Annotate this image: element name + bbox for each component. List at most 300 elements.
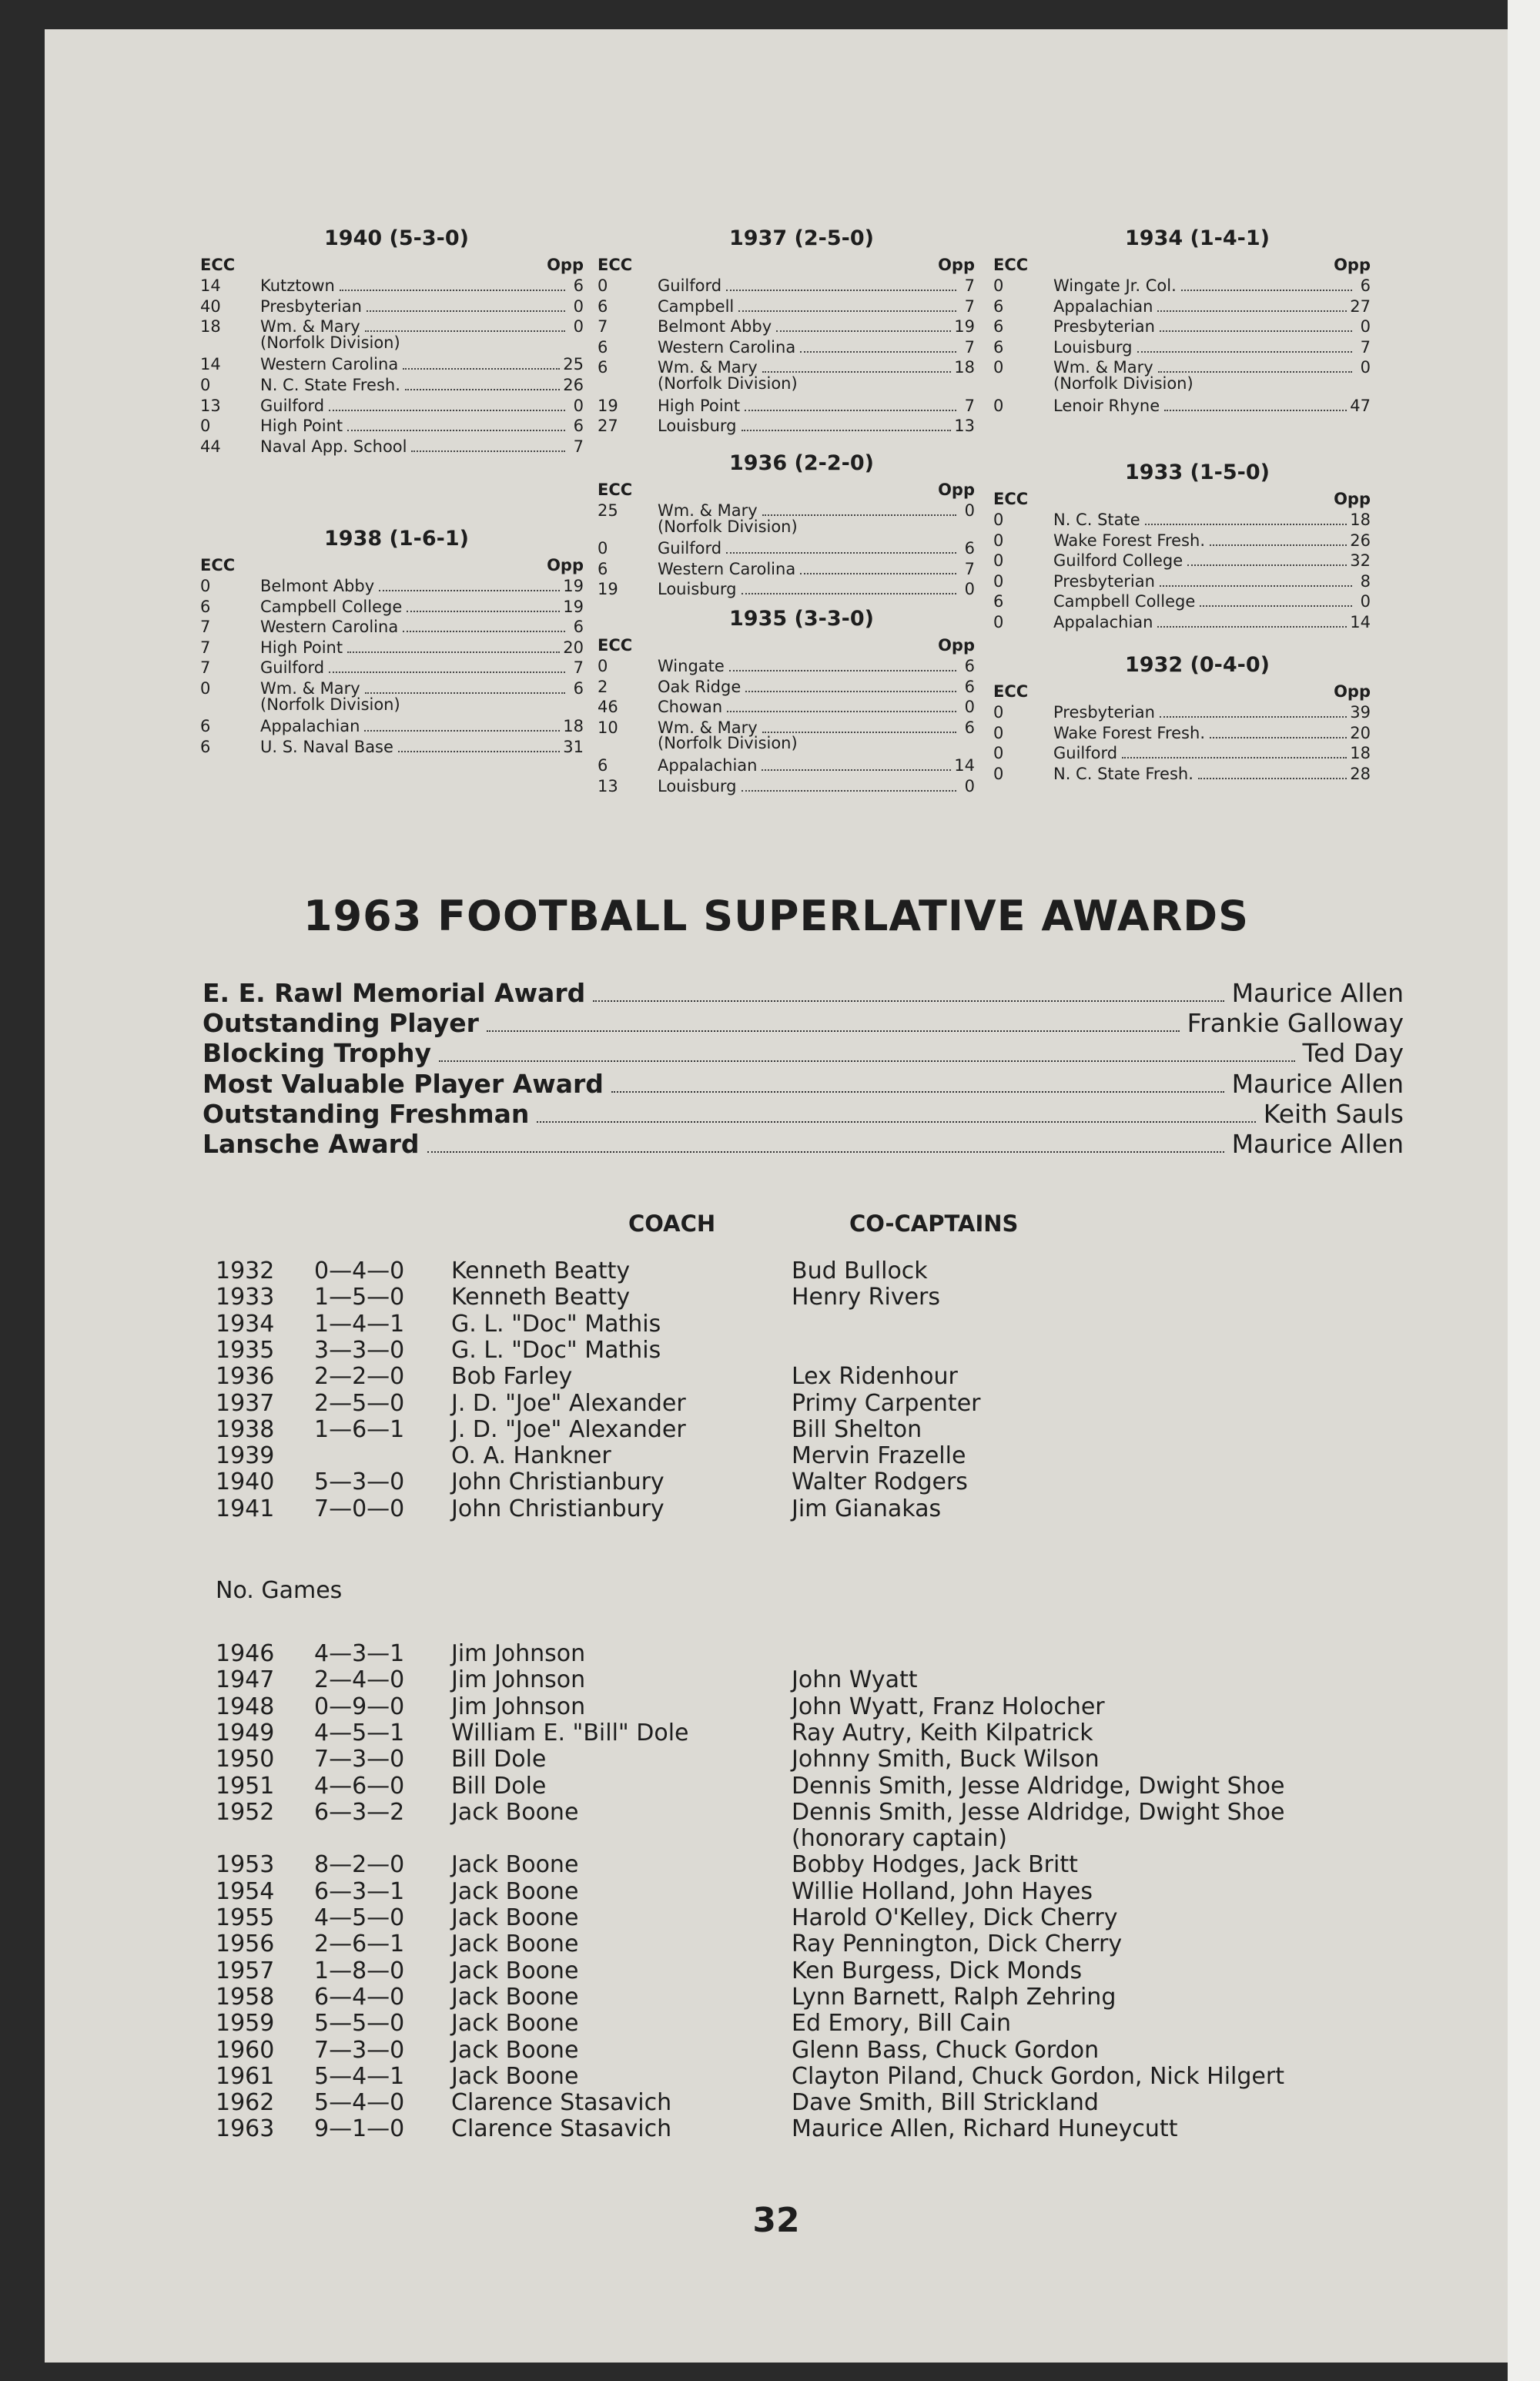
game-row — [200, 737, 593, 757]
opponent-name: Louisburg — [658, 776, 737, 795]
dot-leader — [800, 351, 956, 353]
award-winner: Ted Day — [1302, 1038, 1404, 1069]
co-captains: Johnny Smith, Buck Wilson — [792, 1746, 1100, 1773]
schedule-title: 1933 (1-5-0) — [1125, 460, 1270, 484]
coach-name: John Christianbury — [451, 1468, 665, 1496]
game-row — [993, 743, 1401, 763]
ecc-column-label: ECC — [200, 556, 236, 574]
game-row — [598, 396, 1006, 416]
award-row — [203, 978, 1404, 1009]
coach-name: Bill Dole — [451, 1772, 547, 1800]
opponent-name: Guilford — [658, 539, 722, 558]
season-record: 5—5—0 — [314, 2010, 405, 2038]
game-row — [200, 576, 593, 596]
ecc-column-label: ECC — [598, 256, 633, 274]
dot-leader — [1160, 585, 1352, 587]
season-year: 1935 — [216, 1336, 275, 1364]
season-year: 1958 — [216, 1983, 275, 2011]
co-captains: Clayton Piland, Chuck Gordon, Nick Hilgert — [792, 2062, 1284, 2090]
opp-score: 6 — [573, 417, 584, 436]
game-row — [993, 591, 1401, 611]
schedule-title: 1937 (2-5-0) — [729, 226, 874, 250]
season-year: 1951 — [216, 1772, 275, 1800]
co-captains: Primy Carpenter — [792, 1389, 981, 1417]
opponent-name: Belmont Abby — [658, 317, 772, 337]
opponent-name: Wm. & Mary — [658, 718, 758, 737]
season-record: 3—3—0 — [314, 1336, 405, 1364]
game-row — [598, 316, 1006, 337]
ecc-score: 14 — [200, 355, 221, 374]
opponent-name: N. C. State — [1053, 511, 1140, 529]
ecc-column-label: ECC — [200, 256, 236, 274]
schedule-1935 — [598, 607, 1006, 838]
dot-leader — [727, 711, 956, 712]
opp-column-label: Opp — [1334, 682, 1371, 701]
opponent-name: Presbyterian — [1053, 703, 1155, 722]
dot-leader — [403, 368, 560, 370]
ecc-score: 13 — [598, 776, 618, 795]
ecc-score: 0 — [200, 679, 211, 698]
opponent-division: (Norfolk Division) — [260, 333, 400, 352]
ecc-score: 46 — [598, 698, 618, 717]
opp-score: 18 — [1350, 744, 1371, 763]
opponent-name: N. C. State Fresh. — [1053, 764, 1194, 783]
dot-leader — [329, 671, 565, 673]
season-year: 1933 — [216, 1284, 275, 1311]
season-year: 1955 — [216, 1904, 275, 1931]
opponent-name: Guilford — [658, 276, 722, 295]
co-captains: Bud Bullock — [792, 1257, 928, 1284]
game-row — [993, 531, 1401, 551]
opp-score: 6 — [964, 718, 975, 737]
opponent-name: Wake Forest Fresh. — [1053, 531, 1205, 550]
award-name: Outstanding Player — [203, 1008, 479, 1039]
opp-score: 18 — [954, 358, 975, 377]
award-winner: Maurice Allen — [1231, 1068, 1404, 1099]
coach-name: Bill Dole — [451, 1746, 547, 1773]
ecc-score: 0 — [993, 613, 1004, 631]
dot-leader — [1210, 544, 1347, 546]
opp-column-label: Opp — [547, 256, 584, 274]
opp-score: 19 — [954, 317, 975, 337]
schedule-1937 — [598, 226, 1006, 473]
game-row — [993, 276, 1401, 296]
history-row — [45, 1958, 1508, 1984]
opponent-name: U. S. Naval Base — [260, 737, 393, 756]
season-year: 1961 — [216, 2062, 275, 2090]
ecc-score: 10 — [598, 718, 618, 737]
season-year: 1962 — [216, 2089, 275, 2117]
ecc-score: 0 — [993, 744, 1004, 763]
co-captains: Mervin Frazelle — [792, 1442, 966, 1470]
opponent-name: Oak Ridge — [658, 677, 742, 696]
game-row — [993, 612, 1401, 632]
opp-score: 7 — [1360, 337, 1371, 357]
dot-leader — [1157, 310, 1347, 312]
opp-score: 7 — [573, 658, 584, 678]
opponent-name: Wm. & Mary — [260, 679, 360, 698]
season-year: 1957 — [216, 1957, 275, 1984]
opp-column-label: Opp — [1334, 490, 1371, 508]
co-captains: Dennis Smith, Jesse Aldridge, Dwight Shoe — [792, 1772, 1285, 1800]
award-name: Lansche Award — [203, 1129, 420, 1159]
season-year: 1947 — [216, 1666, 275, 1694]
history-row — [45, 1773, 1508, 1800]
coach-name: Jack Boone — [451, 1904, 579, 1931]
opp-score: 0 — [573, 396, 584, 415]
coach-name: Jim Johnson — [451, 1693, 586, 1720]
season-year: 1936 — [216, 1363, 275, 1391]
dot-leader — [1200, 605, 1352, 607]
dot-leader — [1145, 524, 1348, 525]
schedule-title: 1934 (1-4-1) — [1125, 226, 1270, 250]
opponent-name: Western Carolina — [260, 618, 399, 637]
opp-score: 0 — [964, 776, 975, 795]
game-row — [598, 559, 1006, 579]
dot-leader — [1210, 737, 1347, 738]
dot-leader — [593, 1000, 1224, 1002]
coach-name: Jack Boone — [451, 1877, 579, 1905]
coach-name: Jim Johnson — [451, 1640, 586, 1667]
history-row — [45, 1694, 1508, 1720]
coach-name: John Christianbury — [451, 1495, 665, 1522]
game-row — [200, 658, 593, 678]
game-row — [993, 702, 1401, 722]
game-row — [993, 396, 1401, 416]
opponent-division: (Norfolk Division) — [260, 695, 400, 714]
opp-score: 25 — [563, 355, 584, 374]
ecc-score: 6 — [993, 337, 1004, 357]
opp-score: 0 — [573, 296, 584, 316]
dot-leader — [729, 670, 956, 671]
schedule-title: 1936 (2-2-0) — [729, 451, 874, 475]
dot-leader — [776, 330, 951, 332]
season-record: 7—0—0 — [314, 1495, 405, 1522]
schedule-1940 — [200, 226, 593, 550]
co-captains: Bill Shelton — [792, 1415, 922, 1443]
coach-name: Jack Boone — [451, 1983, 579, 2011]
awards-title: 1963 FOOTBALL SUPERLATIVE AWARDS — [303, 892, 1249, 940]
co-captains: Lex Ridenhour — [792, 1363, 958, 1391]
schedule-title: 1932 (0-4-0) — [1125, 653, 1270, 677]
game-row — [598, 656, 1006, 676]
opponent-name: Chowan — [658, 698, 723, 717]
dot-leader — [537, 1121, 1255, 1123]
schedule-title: 1938 (1-6-1) — [324, 527, 469, 551]
co-captains: Ray Autry, Keith Kilpatrick — [792, 1719, 1093, 1746]
dot-leader — [1187, 564, 1347, 566]
opp-score: 0 — [964, 698, 975, 717]
season-year: 1948 — [216, 1693, 275, 1720]
dot-leader — [1198, 778, 1347, 779]
game-row — [200, 396, 593, 416]
schedule-1938 — [200, 527, 593, 835]
opponent-name: Belmont Abby — [260, 577, 375, 595]
coach-name: G. L. "Doc" Mathis — [451, 1336, 661, 1364]
opponent-name: Appalachian — [658, 756, 758, 775]
ecc-score: 6 — [598, 358, 608, 377]
dot-leader — [738, 310, 956, 312]
opp-score: 18 — [563, 717, 584, 736]
dot-leader — [329, 410, 565, 411]
opp-score: 7 — [964, 337, 975, 357]
game-row — [200, 375, 593, 395]
coach-name: Jack Boone — [451, 1957, 579, 1984]
season-record: 8—2—0 — [314, 1851, 405, 1879]
dot-leader — [1122, 757, 1347, 759]
opponent-name: Wm. & Mary — [658, 501, 758, 520]
opponent-name: Guilford — [1053, 744, 1118, 763]
dot-leader — [405, 389, 560, 390]
co-captains: Glenn Bass, Chuck Gordon — [792, 2036, 1100, 2064]
dot-leader — [411, 450, 565, 452]
dot-leader — [1160, 716, 1347, 718]
schedule-title: 1940 (5-3-0) — [324, 226, 469, 250]
ecc-score: 0 — [993, 531, 1004, 550]
ecc-column-label: ECC — [993, 256, 1029, 274]
opponent-name: Wingate — [658, 657, 725, 675]
opp-score: 0 — [964, 580, 975, 599]
ecc-score: 0 — [993, 571, 1004, 591]
ecc-score: 0 — [993, 764, 1004, 783]
co-captains: Henry Rivers — [792, 1284, 941, 1311]
history-row — [45, 1311, 1508, 1338]
season-year: 1941 — [216, 1495, 275, 1522]
opponent-name: Campbell — [658, 296, 735, 316]
opp-score: 26 — [1350, 531, 1371, 550]
award-winner: Maurice Allen — [1231, 978, 1404, 1008]
dot-leader — [745, 410, 956, 411]
history-row — [45, 2116, 1508, 2142]
game-row — [200, 296, 593, 316]
dot-leader — [407, 611, 560, 612]
schedule-column-left — [45, 29, 1508, 876]
coach-name: O. A. Hankner — [451, 1442, 611, 1470]
opponent-name: Guilford — [260, 658, 325, 678]
season-record: 1—8—0 — [314, 1957, 405, 1984]
game-row — [993, 723, 1401, 743]
game-row — [993, 551, 1401, 571]
game-row — [200, 354, 593, 374]
game-row — [598, 538, 1006, 558]
history-row — [45, 1800, 1508, 1826]
ecc-score: 6 — [200, 597, 211, 616]
history-row — [45, 1364, 1508, 1390]
dot-leader — [347, 651, 560, 653]
game-row — [993, 571, 1401, 591]
ecc-score: 0 — [993, 511, 1004, 529]
opponent-division: (Norfolk Division) — [658, 734, 798, 753]
opp-score: 32 — [1350, 551, 1371, 571]
co-captains: Ray Pennington, Dick Cherry — [792, 1931, 1123, 1958]
opp-score: 0 — [1360, 317, 1371, 337]
opp-column-label: Opp — [938, 636, 975, 655]
opp-score: 20 — [563, 638, 584, 657]
dot-leader — [726, 290, 956, 291]
co-captains: Dennis Smith, Jesse Aldridge, Dwight Shoe — [792, 1798, 1285, 1826]
coach-name: G. L. "Doc" Mathis — [451, 1310, 661, 1338]
ecc-score: 0 — [993, 723, 1004, 742]
game-row — [598, 276, 1006, 296]
season-record: 5—3—0 — [314, 1468, 405, 1496]
opponent-name: High Point — [260, 417, 343, 436]
ecc-score: 2 — [598, 677, 608, 696]
opponent-division: (Norfolk Division) — [658, 517, 798, 536]
dot-leader — [762, 769, 951, 771]
ecc-score: 13 — [200, 396, 221, 415]
coach-name: Jack Boone — [451, 2010, 579, 2038]
ecc-score: 0 — [200, 577, 211, 595]
season-year: 1939 — [216, 1442, 275, 1470]
opp-score: 7 — [964, 396, 975, 415]
opp-score: 6 — [573, 618, 584, 637]
opp-score: 6 — [964, 657, 975, 675]
history-row — [45, 1284, 1508, 1311]
dot-leader — [427, 1151, 1224, 1153]
ecc-score: 7 — [200, 638, 211, 657]
history-row — [45, 2038, 1508, 2064]
ecc-score: 0 — [200, 417, 211, 436]
ecc-column-label: ECC — [598, 636, 633, 655]
co-captains-note: (honorary captain) — [792, 1825, 1007, 1853]
award-row — [203, 1129, 1404, 1160]
opponent-name: Presbyterian — [260, 296, 362, 316]
schedule-1936 — [598, 451, 1006, 628]
season-record: 0—4—0 — [314, 1257, 405, 1284]
opp-score: 6 — [1360, 276, 1371, 295]
season-year: 1960 — [216, 2036, 275, 2064]
opp-column-label: Opp — [938, 481, 975, 499]
opp-score: 27 — [1350, 296, 1371, 316]
opponent-name: Campbell College — [260, 597, 403, 616]
history-row — [45, 1641, 1508, 1667]
season-year: 1946 — [216, 1640, 275, 1667]
dot-leader — [1164, 410, 1347, 411]
season-year: 1953 — [216, 1851, 275, 1879]
opponent-name: Louisburg — [1053, 337, 1133, 357]
ecc-score: 0 — [598, 539, 608, 558]
coach-name: Clarence Stasavich — [451, 2089, 672, 2117]
opponent-name: Western Carolina — [658, 337, 796, 357]
season-year: 1937 — [216, 1389, 275, 1417]
coach-name: Jack Boone — [451, 2062, 579, 2090]
co-captains: Harold O'Kelley, Dick Cherry — [792, 1904, 1118, 1931]
award-winner: Maurice Allen — [1231, 1129, 1404, 1159]
game-row — [598, 755, 1006, 775]
ecc-score: 19 — [598, 396, 618, 415]
season-year: 1959 — [216, 2010, 275, 2038]
coach-name: Bob Farley — [451, 1363, 573, 1391]
dot-leader — [726, 552, 956, 554]
opponent-name: Wingate Jr. Col. — [1053, 276, 1177, 295]
ecc-score: 0 — [598, 276, 608, 295]
coach-name: Jack Boone — [451, 2036, 579, 2064]
co-captains: Willie Holland, John Hayes — [792, 1877, 1093, 1905]
opponent-name: Louisburg — [658, 417, 737, 436]
dot-leader — [1137, 351, 1353, 353]
season-record: 4—3—1 — [314, 1640, 405, 1667]
history-row — [45, 1338, 1508, 1364]
coach-name: J. D. "Joe" Alexander — [451, 1415, 686, 1443]
ecc-score: 0 — [993, 276, 1004, 295]
coach-name: Jack Boone — [451, 1798, 579, 1826]
ecc-score: 25 — [598, 501, 618, 520]
coach-name: Jim Johnson — [451, 1666, 586, 1694]
coach-header: COACH — [628, 1211, 716, 1237]
award-name: Most Valuable Player Award — [203, 1068, 604, 1099]
season-year: 1952 — [216, 1798, 275, 1826]
opp-score: 7 — [573, 437, 584, 456]
season-year: 1956 — [216, 1931, 275, 1958]
dot-leader — [398, 751, 560, 752]
season-record: 6—3—1 — [314, 1877, 405, 1905]
award-row — [203, 1038, 1404, 1069]
dot-leader — [367, 310, 565, 312]
opp-score: 6 — [964, 677, 975, 696]
opponent-name: Appalachian — [1053, 296, 1153, 316]
opp-score: 14 — [954, 756, 975, 775]
season-record: 6—4—0 — [314, 1983, 405, 2011]
season-record: 2—4—0 — [314, 1666, 405, 1694]
dot-leader — [742, 790, 957, 792]
ecc-score: 0 — [200, 376, 211, 394]
opponent-name: Guilford — [260, 396, 325, 415]
co-captains: Bobby Hodges, Jack Britt — [792, 1851, 1078, 1879]
season-record: 7—3—0 — [314, 1746, 405, 1773]
opponent-name: Presbyterian — [1053, 571, 1155, 591]
opponent-name: N. C. State Fresh. — [260, 376, 400, 394]
binding-edge — [1508, 0, 1540, 2381]
opponent-name: Guilford College — [1053, 551, 1183, 571]
opponent-name: Kutztown — [260, 276, 335, 295]
history-row — [45, 2011, 1508, 2037]
opp-score: 6 — [964, 539, 975, 558]
schedule-1932 — [993, 653, 1401, 838]
dot-leader — [340, 290, 565, 291]
game-row — [200, 597, 593, 617]
coach-name: William E. "Bill" Dole — [451, 1719, 689, 1746]
ecc-score: 7 — [598, 317, 608, 337]
opp-score: 13 — [954, 417, 975, 436]
ecc-score: 6 — [200, 737, 211, 756]
history-row — [45, 1417, 1508, 1443]
opp-score: 39 — [1350, 703, 1371, 722]
opponent-name: Louisburg — [658, 580, 737, 599]
coach-name: Jack Boone — [451, 1851, 579, 1879]
season-year: 1938 — [216, 1415, 275, 1443]
season-record: 2—5—0 — [314, 1389, 405, 1417]
ecc-score: 6 — [993, 296, 1004, 316]
ecc-score: 14 — [200, 276, 221, 295]
co-captains: Maurice Allen, Richard Huneycutt — [792, 2115, 1178, 2143]
game-row — [993, 510, 1401, 530]
opp-score: 6 — [573, 679, 584, 698]
co-captains: John Wyatt — [792, 1666, 918, 1694]
history-row — [45, 1852, 1508, 1878]
season-record: 1—4—1 — [314, 1310, 405, 1338]
ecc-score: 6 — [200, 717, 211, 736]
coach-name: Clarence Stasavich — [451, 2115, 672, 2143]
season-record: 2—2—0 — [314, 1363, 405, 1391]
game-row — [598, 776, 1006, 796]
dot-leader — [1157, 626, 1347, 628]
history-row — [45, 2064, 1508, 2090]
program-page — [45, 29, 1508, 2363]
game-row — [200, 617, 593, 637]
opp-score: 0 — [573, 317, 584, 337]
game-row — [598, 677, 1006, 697]
co-captains-header: CO-CAPTAINS — [849, 1211, 1019, 1237]
